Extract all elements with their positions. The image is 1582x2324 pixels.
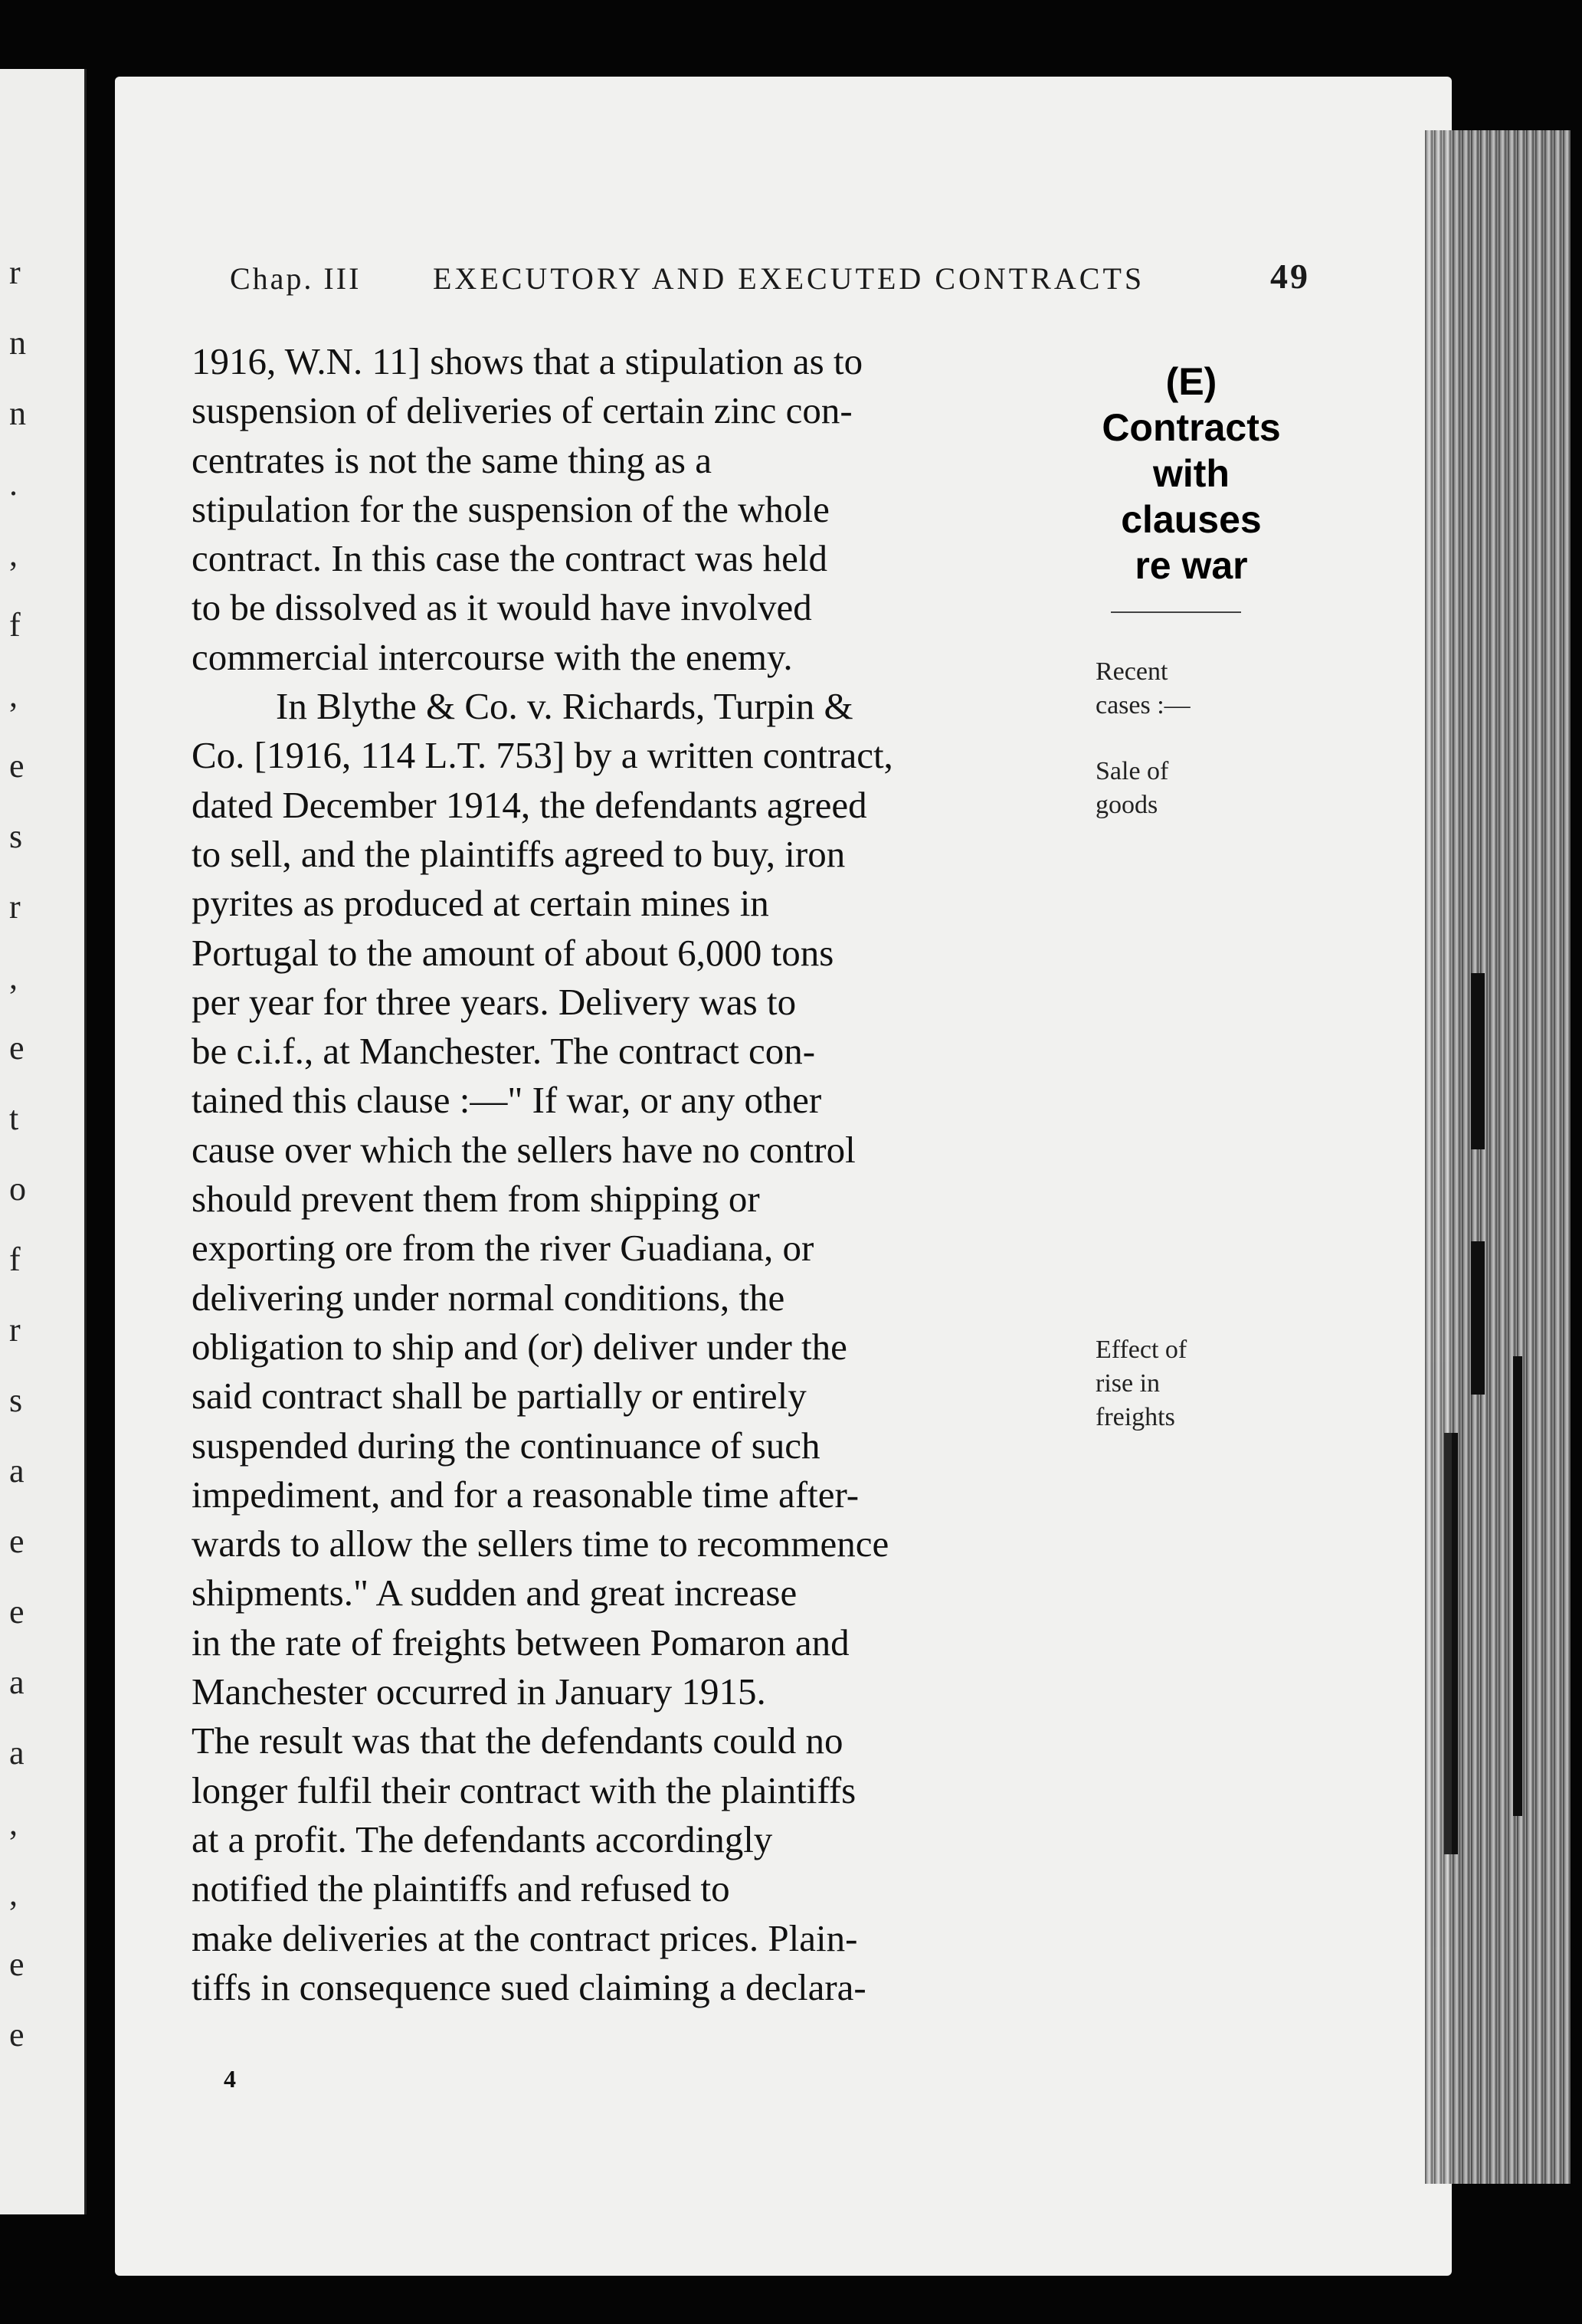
body-line: The result was that the defendants could no <box>192 1719 843 1762</box>
body-line: to be dissolved as it would have involved <box>192 586 812 629</box>
left-page-letter: s <box>9 1382 23 1419</box>
body-line: suspension of deliveries of certain zinc con- <box>192 389 853 432</box>
sidenote-line: Effect of <box>1096 1336 1187 1364</box>
body-line: Manchester occurred in January 1915. <box>192 1670 766 1713</box>
sidenote-recent-cases <box>1096 655 1264 723</box>
sidenote-heading-line: clauses <box>1121 498 1262 541</box>
left-page-letter: , <box>9 959 18 996</box>
sidenote-line: Sale of <box>1096 757 1169 785</box>
left-page-letter: f <box>9 1241 21 1278</box>
sidenote-sale-of-goods <box>1096 755 1264 822</box>
body-line: 1916, W.N. 11] shows that a stipulation as to <box>192 340 863 382</box>
body-line: make deliveries at the contract prices. Plain- <box>192 1916 858 1959</box>
left-page-letter: r <box>9 1311 21 1349</box>
left-page-letter: , <box>9 1804 18 1842</box>
sidenote-heading-line: Contracts <box>1102 406 1281 449</box>
body-line: notified the plaintiffs and refused to <box>192 1867 730 1910</box>
chapter-title: EXECUTORY AND EXECUTED CONTRACTS <box>433 261 1145 296</box>
left-page-letter: o <box>9 1170 26 1208</box>
left-page-letter: e <box>9 1029 25 1067</box>
body-line: dated December 1914, the defendants agreed <box>192 783 867 826</box>
body-text <box>192 337 1080 2012</box>
left-page-letter: f <box>9 606 21 644</box>
body-line: Co. [1916, 114 L.T. 753] by a written contract, <box>192 734 893 777</box>
body-line: tiffs in consequence sued claiming a declara- <box>192 1965 866 2008</box>
left-page-letter: , <box>9 536 18 573</box>
left-page-letter: , <box>9 677 18 714</box>
body-line: per year for three years. Delivery was to <box>192 980 797 1023</box>
body-line: said contract shall be partially or entirely <box>192 1375 807 1418</box>
sidenote-line: Recent <box>1096 657 1168 686</box>
sidenote-line: rise in <box>1096 1369 1161 1398</box>
sidenote-line: goods <box>1096 791 1158 819</box>
left-page-letter: e <box>9 1523 25 1560</box>
body-line: commercial intercourse with the enemy. <box>192 635 793 678</box>
left-page-letter: n <box>9 395 26 432</box>
sidenote-heading <box>1092 359 1291 588</box>
left-page-letter: . <box>9 465 18 503</box>
signature-mark: 4 <box>224 2065 236 2093</box>
left-page-letter: t <box>9 1100 19 1137</box>
sidenote-effect-of-rise <box>1096 1333 1264 1434</box>
body-line: obligation to ship and (or) deliver under the <box>192 1325 847 1368</box>
left-page-letter: a <box>9 1452 25 1490</box>
left-page-letter: n <box>9 324 26 362</box>
left-page-letter: , <box>9 1875 18 1913</box>
left-page-letter: e <box>9 1945 25 1983</box>
left-page-letter: a <box>9 1664 25 1701</box>
body-line: shipments." A sudden and great increase <box>192 1572 798 1614</box>
left-page-letter: r <box>9 888 21 926</box>
body-line: exporting ore from the river Guadiana, or <box>192 1227 814 1270</box>
body-line: stipulation for the suspension of the whole <box>192 487 830 530</box>
body-line: suspended during the continuance of such <box>192 1424 820 1467</box>
left-page-letter: e <box>9 747 25 785</box>
body-line: cause over which the sellers have no control <box>192 1128 856 1171</box>
sidenote-heading-line: with <box>1153 452 1230 495</box>
chapter-label: Chap. III <box>230 261 362 296</box>
body-line: in the rate of freights between Pomaron and <box>192 1621 850 1664</box>
sidenote-line: freights <box>1096 1403 1175 1431</box>
left-page-letter: e <box>9 2016 25 2054</box>
left-page-letter: a <box>9 1734 25 1772</box>
body-line: impediment, and for a reasonable time after- <box>192 1473 860 1516</box>
sidenote-line: cases :— <box>1096 691 1191 719</box>
sidenote-heading-line: re war <box>1135 544 1248 587</box>
body-line: at a profit. The defendants accordingly <box>192 1818 773 1860</box>
left-page-letter: s <box>9 818 23 855</box>
body-line: Portugal to the amount of about 6,000 tons <box>192 931 834 974</box>
body-line: In Blythe & Co. v. Richards, Turpin & <box>276 685 853 728</box>
body-line: delivering under normal conditions, the <box>192 1276 785 1319</box>
left-page-letter: r <box>9 254 21 291</box>
body-line: contract. In this case the contract was held <box>192 537 827 580</box>
sidenote-heading-line: (E) <box>1165 360 1217 403</box>
body-line: should prevent them from shipping or <box>192 1178 760 1221</box>
body-line: to sell, and the plaintiffs agreed to buy, iron <box>192 832 846 875</box>
body-line: wards to allow the sellers time to recommence <box>192 1523 889 1565</box>
page-edge-strip <box>1425 130 1571 2184</box>
body-line: longer fulfil their contract with the plaintiffs <box>192 1768 857 1811</box>
sidenote-rule <box>1111 611 1241 613</box>
page-number: 49 <box>1270 257 1310 296</box>
body-line: tained this clause :—" If war, or any other <box>192 1079 822 1122</box>
body-line: centrates is not the same thing as a <box>192 438 712 481</box>
body-line: pyrites as produced at certain mines in <box>192 882 769 925</box>
body-line: be c.i.f., at Manchester. The contract con- <box>192 1030 816 1073</box>
left-page-letter: e <box>9 1593 25 1631</box>
